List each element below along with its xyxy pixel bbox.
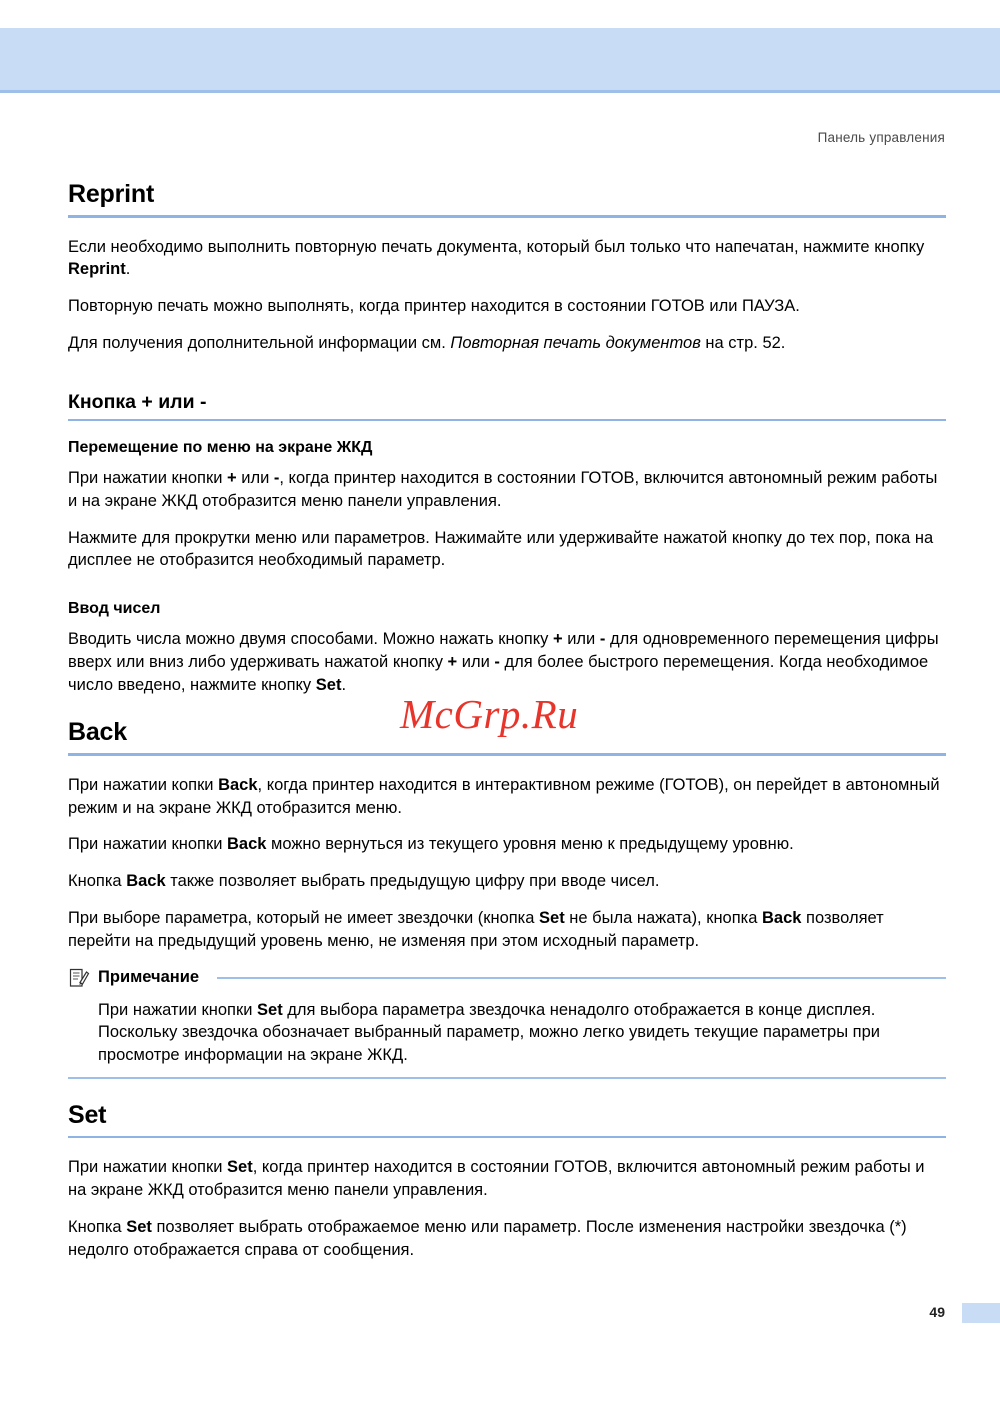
- paragraph-lcd-nav-2: Нажмите для прокрутки меню или параметров. Нажимайте или удерживайте нажатой кнопку до тех пор, пока на дисплее не отобразится необходимый параметр.: [68, 528, 934, 570]
- paragraph-reprint-3: Для получения дополнительной информации см. Повторная печать документов на стр. 52.: [68, 333, 786, 352]
- section-rule-reprint: [68, 215, 946, 218]
- section-rule-plus-minus: [68, 419, 946, 422]
- section-rule-set: [68, 1136, 946, 1139]
- note-header: [68, 967, 946, 989]
- subsection-title-number-entry: Ввод чисел: [68, 600, 161, 618]
- note-body: [68, 991, 946, 1077]
- paragraph-reprint-2: Повторную печать можно выполнять, когда принтер находится в состоянии ГОТОВ или ПАУЗА.: [68, 297, 800, 316]
- section-title-set: Set: [68, 1100, 107, 1129]
- section-title-back: Back: [68, 718, 127, 747]
- note-box: [68, 967, 946, 1079]
- subsection-title-lcd-navigation: Перемещение по меню на экране ЖКД: [68, 439, 373, 457]
- paragraph-back-2: При нажатии кнопки Back можно вернуться из текущего уровня меню к предыдущему уровню.: [68, 835, 794, 854]
- note-text: При нажатии кнопки Set для выбора параметра звездочка ненадолго отображается в конце дисплея. Поскольку звездочка обозначает выбранный параметр, можно легко увидеть текущие параметры при просмотре информации на экране ЖКД.: [98, 1000, 880, 1065]
- header-band: [0, 28, 1000, 90]
- paragraph-back-4: При выборе параметра, который не имеет звездочки (кнопка Set не была нажата), кнопка Back позволяет перейти на предыдущий уровень меню, не изменяя при этом исходный параметр.: [68, 908, 884, 950]
- paragraph-lcd-nav-1: При нажатии кнопки + или -, когда принтер находится в состоянии ГОТОВ, включится автономный режим работы и на экране ЖКД отобразится меню панели управления.: [68, 469, 938, 510]
- section-rule-back: [68, 753, 946, 756]
- note-header-rule: [217, 977, 946, 979]
- paragraph-back-1: При нажатии копки Back, когда принтер находится в интерактивном режиме (ГОТОВ), он перейдет в автономный режим и на экране ЖКД отобразится меню.: [68, 775, 940, 817]
- note-title: Примечание: [98, 968, 200, 987]
- watermark: McGrp.Ru: [400, 691, 579, 737]
- paragraph-reprint-1: Если необходимо выполнить повторную печать документа, который был только что напечатан, нажмите кнопку Reprint.: [68, 237, 925, 279]
- paragraph-back-3: Кнопка Back также позволяет выбрать предыдущую цифру при вводе чисел.: [68, 872, 660, 891]
- footer-tab-decoration: [962, 1303, 1000, 1323]
- paragraph-set-1: При нажатии кнопки Set, когда принтер находится в состоянии ГОТОВ, включится автономный режим работы и на экране ЖКД отобразится меню панели управления.: [68, 1158, 925, 1200]
- note-pencil-icon: [68, 967, 90, 989]
- section-title-reprint: Reprint: [68, 180, 155, 208]
- paragraph-number-entry-1: Вводить числа можно двумя способами. Можно нажать кнопку + или - для одновременного перемещения цифры вверх или вниз либо удерживать нажатой кнопку + или - для более быстрого перемещения. Когда необходимое число введено, нажмите кнопку Set.: [68, 630, 939, 694]
- running-head: Панель управления: [817, 130, 945, 145]
- page-number: 49: [929, 1304, 945, 1320]
- header-band-rule: [0, 90, 1000, 93]
- paragraph-set-2: Кнопка Set позволяет выбрать отображаемое меню или параметр. После изменения настройки звездочка (*) недолго отображается справа от сообщения.: [68, 1217, 907, 1259]
- document-content: [68, 180, 946, 1275]
- section-title-plus-minus: Кнопка + или -: [68, 390, 207, 413]
